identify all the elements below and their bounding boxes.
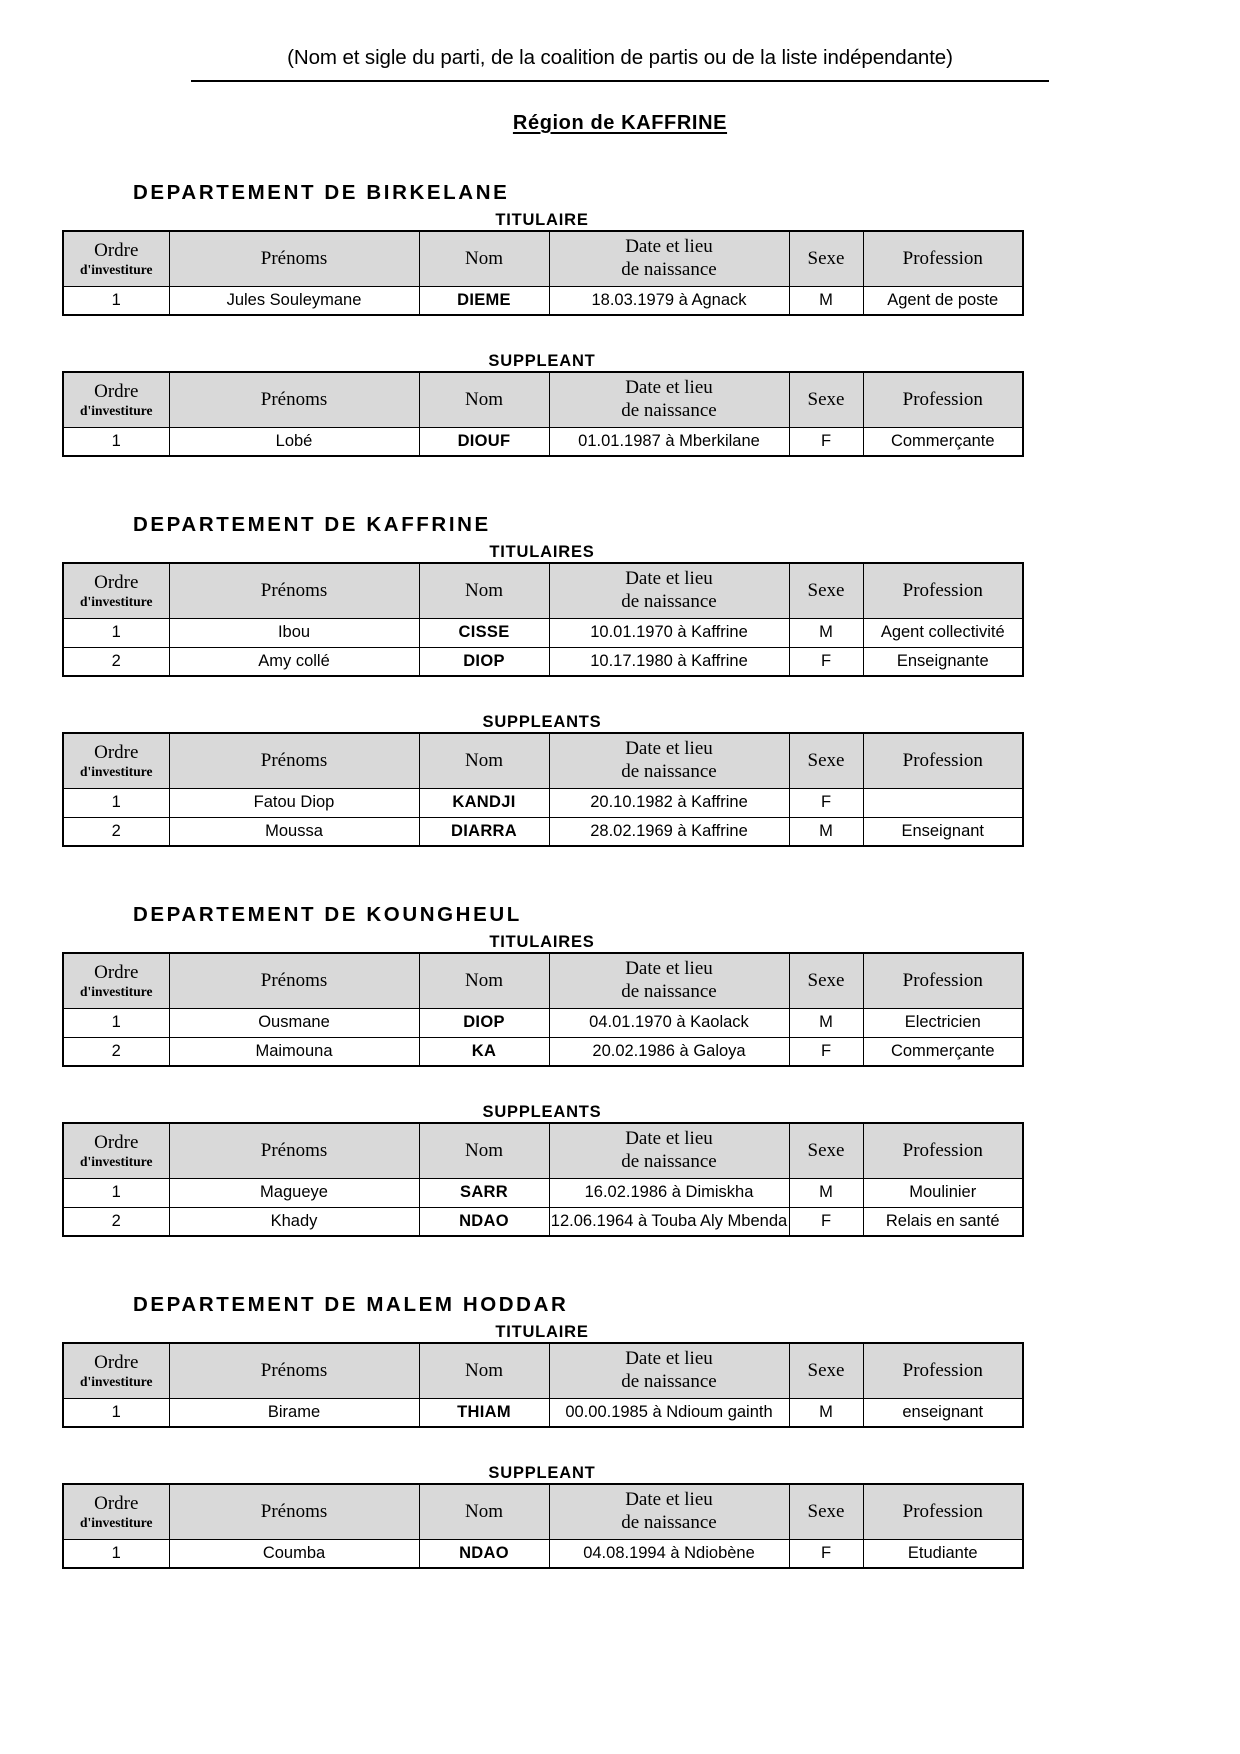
- table-caption: TITULAIRE: [495, 1323, 589, 1341]
- cell-prenoms: Maimouna: [169, 1037, 419, 1066]
- column-header-sexe: Sexe: [789, 563, 863, 618]
- column-header-ordre-line2: d'investiture: [79, 1373, 153, 1389]
- table-caption: SUPPLEANT: [488, 352, 596, 370]
- column-header-ordre-line1: Ordre: [94, 961, 139, 983]
- column-header-ordre-line2: d'investiture: [79, 1514, 153, 1530]
- candidate-table: [62, 952, 1024, 1067]
- table-caption: SUPPLEANTS: [482, 1103, 602, 1121]
- spacer: [0, 1237, 1240, 1293]
- cell-nom: DIARRA: [419, 817, 549, 846]
- column-header-naissance-line1: Date et lieu: [625, 568, 713, 590]
- table-row: [63, 618, 1023, 647]
- table-row: [63, 427, 1023, 456]
- cell-prenoms: Amy collé: [169, 647, 419, 676]
- cell-prenoms: Ibou: [169, 618, 419, 647]
- cell-nom: DIOP: [419, 1008, 549, 1037]
- cell-prenoms: Magueye: [169, 1178, 419, 1207]
- cell-nom: NDAO: [419, 1207, 549, 1236]
- party-name-placeholder-label: (Nom et sigle du parti, de la coalition de partis ou de la liste indépendante): [287, 46, 953, 69]
- cell-naissance: 20.02.1986 à Galoya: [549, 1037, 789, 1066]
- column-header-naissance-line2: de naissance: [621, 258, 717, 280]
- column-header-profession: Profession: [863, 733, 1023, 788]
- cell-profession: Enseignant: [863, 817, 1023, 846]
- column-header-ordre-line2: d'investiture: [79, 1153, 153, 1169]
- department-block: [0, 903, 1240, 1293]
- cell-sexe: M: [789, 1008, 863, 1037]
- column-header-ordre: [63, 231, 169, 286]
- column-header-ordre: [63, 1343, 169, 1398]
- cell-naissance: 10.01.1970 à Kaffrine: [549, 618, 789, 647]
- candidate-table: [62, 1122, 1024, 1237]
- column-header-naissance-line1: Date et lieu: [625, 377, 713, 399]
- spacer: [0, 847, 1240, 903]
- cell-nom: SARR: [419, 1178, 549, 1207]
- column-header-naissance-line2: de naissance: [621, 1511, 717, 1533]
- column-header-naissance-line1: Date et lieu: [625, 958, 713, 980]
- column-header-nom: Nom: [419, 953, 549, 1008]
- cell-ordre: 2: [63, 647, 169, 676]
- cell-nom: DIEME: [419, 286, 549, 315]
- cell-profession: [863, 788, 1023, 817]
- column-header-sexe: Sexe: [789, 231, 863, 286]
- cell-nom: KA: [419, 1037, 549, 1066]
- column-header-profession: Profession: [863, 953, 1023, 1008]
- cell-nom: NDAO: [419, 1539, 549, 1568]
- table-row: [63, 1008, 1023, 1037]
- column-header-profession: Profession: [863, 372, 1023, 427]
- cell-prenoms: Moussa: [169, 817, 419, 846]
- cell-profession: Commerçante: [863, 427, 1023, 456]
- cell-sexe: M: [789, 1178, 863, 1207]
- department-title: DEPARTEMENT DE KOUNGHEUL: [133, 903, 522, 926]
- cell-nom: KANDJI: [419, 788, 549, 817]
- column-header-nom: Nom: [419, 1484, 549, 1539]
- cell-sexe: F: [789, 1539, 863, 1568]
- cell-nom: CISSE: [419, 618, 549, 647]
- cell-ordre: 1: [63, 1398, 169, 1427]
- department-block: [0, 181, 1240, 513]
- column-header-naissance: [549, 953, 789, 1008]
- column-header-ordre-line2: d'investiture: [79, 593, 153, 609]
- table-caption: TITULAIRES: [489, 543, 595, 561]
- column-header-naissance-line2: de naissance: [621, 1150, 717, 1172]
- column-header-naissance: [549, 733, 789, 788]
- column-header-profession: Profession: [863, 1343, 1023, 1398]
- cell-ordre: 1: [63, 618, 169, 647]
- cell-ordre: 1: [63, 1539, 169, 1568]
- column-header-naissance-line2: de naissance: [621, 1370, 717, 1392]
- department-title: DEPARTEMENT DE MALEM HODDAR: [133, 1293, 569, 1316]
- cell-ordre: 1: [63, 1008, 169, 1037]
- column-header-profession: Profession: [863, 563, 1023, 618]
- department-title: DEPARTEMENT DE KAFFRINE: [133, 513, 491, 536]
- table-row: [63, 1539, 1023, 1568]
- departments-container: [0, 181, 1240, 1625]
- column-header-sexe: Sexe: [789, 1343, 863, 1398]
- cell-naissance: 00.00.1985 à Ndioum gainth: [549, 1398, 789, 1427]
- column-header-naissance: [549, 372, 789, 427]
- column-header-ordre: [63, 1484, 169, 1539]
- cell-profession: Agent collectivité: [863, 618, 1023, 647]
- candidate-table: [62, 1342, 1024, 1428]
- cell-profession: Electricien: [863, 1008, 1023, 1037]
- cell-profession: Relais en santé: [863, 1207, 1023, 1236]
- column-header-ordre: [63, 372, 169, 427]
- column-header-sexe: Sexe: [789, 372, 863, 427]
- cell-naissance: 04.08.1994 à Ndiobène: [549, 1539, 789, 1568]
- column-header-nom: Nom: [419, 1343, 549, 1398]
- department-block: [0, 1293, 1240, 1625]
- column-header-naissance-line1: Date et lieu: [625, 1489, 713, 1511]
- cell-profession: Commerçante: [863, 1037, 1023, 1066]
- column-header-ordre-line1: Ordre: [94, 239, 139, 261]
- column-header-nom: Nom: [419, 231, 549, 286]
- column-header-ordre-line1: Ordre: [94, 741, 139, 763]
- cell-ordre: 1: [63, 1178, 169, 1207]
- table-header-row: [63, 563, 1023, 618]
- page-title: Région de KAFFRINE: [512, 112, 728, 134]
- column-header-naissance: [549, 1484, 789, 1539]
- cell-profession: Etudiante: [863, 1539, 1023, 1568]
- column-header-naissance: [549, 563, 789, 618]
- column-header-prenoms: Prénoms: [169, 563, 419, 618]
- cell-prenoms: Fatou Diop: [169, 788, 419, 817]
- cell-prenoms: Ousmane: [169, 1008, 419, 1037]
- column-header-naissance-line2: de naissance: [621, 980, 717, 1002]
- cell-prenoms: Coumba: [169, 1539, 419, 1568]
- table-row: [63, 1178, 1023, 1207]
- cell-prenoms: Khady: [169, 1207, 419, 1236]
- column-header-sexe: Sexe: [789, 1484, 863, 1539]
- column-header-ordre-line1: Ordre: [94, 571, 139, 593]
- cell-ordre: 1: [63, 286, 169, 315]
- table-header-row: [63, 1123, 1023, 1178]
- cell-nom: DIOUF: [419, 427, 549, 456]
- column-header-naissance-line2: de naissance: [621, 760, 717, 782]
- cell-naissance: 12.06.1964 à Touba Aly Mbenda: [549, 1207, 789, 1236]
- cell-naissance: 04.01.1970 à Kaolack: [549, 1008, 789, 1037]
- spacer: [0, 677, 1240, 707]
- table-row: [63, 788, 1023, 817]
- cell-sexe: F: [789, 788, 863, 817]
- column-header-ordre-line2: d'investiture: [79, 261, 153, 277]
- column-header-sexe: Sexe: [789, 733, 863, 788]
- cell-sexe: M: [789, 618, 863, 647]
- cell-sexe: M: [789, 286, 863, 315]
- table-row: [63, 1398, 1023, 1427]
- cell-naissance: 20.10.1982 à Kaffrine: [549, 788, 789, 817]
- table-caption: TITULAIRE: [495, 211, 589, 229]
- column-header-naissance: [549, 231, 789, 286]
- candidate-table: [62, 230, 1024, 316]
- department-title: DEPARTEMENT DE BIRKELANE: [133, 181, 510, 204]
- cell-sexe: F: [789, 1037, 863, 1066]
- column-header-nom: Nom: [419, 372, 549, 427]
- column-header-ordre-line2: d'investiture: [79, 402, 153, 418]
- department-block: [0, 513, 1240, 903]
- table-caption: SUPPLEANT: [488, 1464, 596, 1482]
- column-header-prenoms: Prénoms: [169, 1123, 419, 1178]
- table-caption: TITULAIRES: [489, 933, 595, 951]
- table-row: [63, 817, 1023, 846]
- column-header-naissance: [549, 1123, 789, 1178]
- column-header-naissance-line1: Date et lieu: [625, 738, 713, 760]
- cell-profession: Agent de poste: [863, 286, 1023, 315]
- cell-sexe: F: [789, 647, 863, 676]
- cell-ordre: 2: [63, 1207, 169, 1236]
- column-header-ordre: [63, 733, 169, 788]
- spacer: [0, 1569, 1240, 1625]
- table-row: [63, 647, 1023, 676]
- spacer: [0, 316, 1240, 346]
- column-header-sexe: Sexe: [789, 953, 863, 1008]
- cell-nom: THIAM: [419, 1398, 549, 1427]
- table-header-row: [63, 1343, 1023, 1398]
- table-row: [63, 1207, 1023, 1236]
- candidate-table: [62, 562, 1024, 677]
- cell-profession: Enseignante: [863, 647, 1023, 676]
- column-header-naissance: [549, 1343, 789, 1398]
- cell-ordre: 2: [63, 1037, 169, 1066]
- column-header-nom: Nom: [419, 733, 549, 788]
- table-header-row: [63, 372, 1023, 427]
- cell-ordre: 1: [63, 427, 169, 456]
- spacer: [0, 1067, 1240, 1097]
- column-header-ordre-line1: Ordre: [94, 1351, 139, 1373]
- column-header-prenoms: Prénoms: [169, 1484, 419, 1539]
- cell-nom: DIOP: [419, 647, 549, 676]
- candidate-table: [62, 732, 1024, 847]
- column-header-profession: Profession: [863, 1484, 1023, 1539]
- column-header-naissance-line2: de naissance: [621, 399, 717, 421]
- column-header-naissance-line1: Date et lieu: [625, 236, 713, 258]
- column-header-ordre-line1: Ordre: [94, 1131, 139, 1153]
- column-header-prenoms: Prénoms: [169, 372, 419, 427]
- cell-ordre: 2: [63, 817, 169, 846]
- spacer: [0, 1428, 1240, 1458]
- table-header-row: [63, 953, 1023, 1008]
- table-header-row: [63, 1484, 1023, 1539]
- cell-naissance: 01.01.1987 à Mberkilane: [549, 427, 789, 456]
- column-header-ordre-line1: Ordre: [94, 1492, 139, 1514]
- cell-sexe: F: [789, 1207, 863, 1236]
- cell-sexe: F: [789, 427, 863, 456]
- cell-prenoms: Birame: [169, 1398, 419, 1427]
- table-header-row: [63, 733, 1023, 788]
- cell-sexe: M: [789, 1398, 863, 1427]
- spacer: [0, 457, 1240, 513]
- table-header-row: [63, 231, 1023, 286]
- column-header-ordre: [63, 953, 169, 1008]
- column-header-nom: Nom: [419, 563, 549, 618]
- column-header-ordre-line2: d'investiture: [79, 983, 153, 999]
- table-caption: SUPPLEANTS: [482, 713, 602, 731]
- cell-naissance: 18.03.1979 à Agnack: [549, 286, 789, 315]
- cell-ordre: 1: [63, 788, 169, 817]
- cell-prenoms: Jules Souleymane: [169, 286, 419, 315]
- header-divider: [191, 80, 1049, 82]
- column-header-ordre: [63, 1123, 169, 1178]
- column-header-naissance-line1: Date et lieu: [625, 1348, 713, 1370]
- cell-profession: enseignant: [863, 1398, 1023, 1427]
- table-row: [63, 1037, 1023, 1066]
- column-header-profession: Profession: [863, 1123, 1023, 1178]
- column-header-profession: Profession: [863, 231, 1023, 286]
- column-header-nom: Nom: [419, 1123, 549, 1178]
- cell-prenoms: Lobé: [169, 427, 419, 456]
- column-header-naissance-line1: Date et lieu: [625, 1128, 713, 1150]
- column-header-ordre-line2: d'investiture: [79, 763, 153, 779]
- candidate-table: [62, 371, 1024, 457]
- column-header-prenoms: Prénoms: [169, 953, 419, 1008]
- candidate-table: [62, 1483, 1024, 1569]
- cell-profession: Moulinier: [863, 1178, 1023, 1207]
- column-header-prenoms: Prénoms: [169, 231, 419, 286]
- document-header: [0, 0, 1240, 135]
- column-header-sexe: Sexe: [789, 1123, 863, 1178]
- column-header-naissance-line2: de naissance: [621, 590, 717, 612]
- cell-naissance: 28.02.1969 à Kaffrine: [549, 817, 789, 846]
- column-header-ordre-line1: Ordre: [94, 380, 139, 402]
- table-row: [63, 286, 1023, 315]
- column-header-prenoms: Prénoms: [169, 733, 419, 788]
- cell-sexe: M: [789, 817, 863, 846]
- cell-naissance: 16.02.1986 à Dimiskha: [549, 1178, 789, 1207]
- cell-naissance: 10.17.1980 à Kaffrine: [549, 647, 789, 676]
- column-header-ordre: [63, 563, 169, 618]
- spacer: [0, 135, 1240, 181]
- column-header-prenoms: Prénoms: [169, 1343, 419, 1398]
